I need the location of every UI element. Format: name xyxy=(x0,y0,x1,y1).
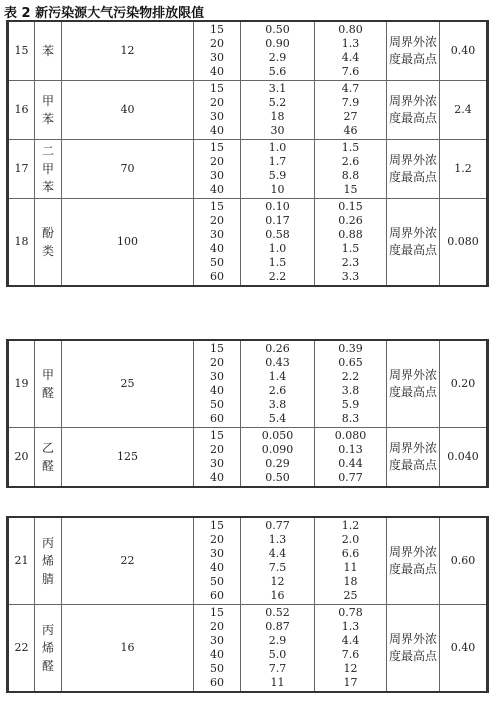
cell-line: 0.17 xyxy=(265,214,290,227)
cell-line: 0.39 xyxy=(338,342,363,355)
cell-line: 二 xyxy=(41,144,54,158)
cell-line: 60 xyxy=(210,589,224,602)
table-block xyxy=(6,516,486,693)
table-block xyxy=(6,20,486,287)
cell-line: 8.8 xyxy=(341,169,360,182)
cell-line: 20 xyxy=(210,37,224,50)
cell-line: 15 xyxy=(210,429,224,442)
cell-line: 60 xyxy=(210,676,224,689)
rate-class-3 xyxy=(315,81,387,140)
cell-line: 7.6 xyxy=(341,648,360,661)
pollutant-name xyxy=(35,140,62,199)
cell-line: 度最高点 xyxy=(388,562,437,576)
cell-line: 27 xyxy=(343,110,358,123)
cell-line: 30 xyxy=(210,228,224,241)
stack-heights xyxy=(194,199,241,287)
emission-table xyxy=(6,339,489,488)
cell-line: 度最高点 xyxy=(388,649,437,663)
cell-line: 30 xyxy=(210,51,224,64)
rate-class-2 xyxy=(241,517,315,605)
cell-line: 4.4 xyxy=(341,51,360,64)
cell-line: 度最高点 xyxy=(388,111,437,125)
cell-line: 度最高点 xyxy=(388,170,437,184)
cell-line: 15 xyxy=(210,342,224,355)
cell-line: 15 xyxy=(210,141,224,154)
emission-table xyxy=(6,20,489,287)
max-concentration: 22 xyxy=(62,517,194,605)
pollutant-name xyxy=(35,605,62,693)
cell-line: 12 xyxy=(343,662,358,675)
table-row xyxy=(8,199,488,287)
cell-line: 50 xyxy=(210,662,224,675)
cell-line: 4.4 xyxy=(341,634,360,647)
monitoring-point xyxy=(387,340,440,428)
cell-line: 0.13 xyxy=(338,443,363,456)
concentration-limit: 0.40 xyxy=(440,605,488,693)
cell-line: 2.9 xyxy=(268,51,287,64)
cell-line: 5.4 xyxy=(268,412,287,425)
stack-heights xyxy=(194,81,241,140)
cell-line: 0.10 xyxy=(265,200,290,213)
cell-line: 5.0 xyxy=(268,648,287,661)
pollutant-name xyxy=(35,517,62,605)
cell-line: 18 xyxy=(343,575,358,588)
cell-line: 周界外浓 xyxy=(388,368,437,382)
cell-line: 苯 xyxy=(41,44,54,58)
table-row xyxy=(8,140,488,199)
cell-line: 周界外浓 xyxy=(388,94,437,108)
table-row xyxy=(8,517,488,605)
cell-line: 0.29 xyxy=(265,457,290,470)
stack-heights xyxy=(194,517,241,605)
cell-line: 3.3 xyxy=(341,270,360,283)
cell-line: 20 xyxy=(210,533,224,546)
cell-line: 3.8 xyxy=(341,384,360,397)
concentration-limit: 0.60 xyxy=(440,517,488,605)
cell-line: 40 xyxy=(210,561,224,574)
cell-line: 12 xyxy=(270,575,285,588)
cell-line: 度最高点 xyxy=(388,458,437,472)
row-number: 17 xyxy=(8,140,35,199)
cell-line: 15 xyxy=(210,82,224,95)
cell-line: 0.80 xyxy=(338,23,363,36)
cell-line: 7.9 xyxy=(341,96,360,109)
cell-line: 7.5 xyxy=(268,561,287,574)
cell-line: 度最高点 xyxy=(388,385,437,399)
monitoring-point xyxy=(387,605,440,693)
rate-class-2 xyxy=(241,81,315,140)
cell-line: 2.6 xyxy=(268,384,287,397)
cell-line: 0.65 xyxy=(338,356,363,369)
rate-class-2 xyxy=(241,140,315,199)
concentration-limit: 0.080 xyxy=(440,199,488,287)
rate-class-2 xyxy=(241,199,315,287)
cell-line: 0.43 xyxy=(265,356,290,369)
cell-line: 苯 xyxy=(41,180,54,194)
cell-line: 7.7 xyxy=(268,662,287,675)
row-number: 15 xyxy=(8,21,35,81)
cell-line: 40 xyxy=(210,648,224,661)
cell-line: 1.5 xyxy=(341,141,360,154)
row-number: 21 xyxy=(8,517,35,605)
stack-heights xyxy=(194,340,241,428)
cell-line: 30 xyxy=(210,110,224,123)
monitoring-point xyxy=(387,199,440,287)
cell-line: 2.6 xyxy=(341,155,360,168)
rate-class-3 xyxy=(315,140,387,199)
cell-line: 周界外浓 xyxy=(388,545,437,559)
cell-line: 0.50 xyxy=(265,471,290,484)
cell-line: 0.050 xyxy=(261,429,294,442)
cell-line: 1.5 xyxy=(341,242,360,255)
cell-line: 40 xyxy=(210,183,224,196)
cell-line: 17 xyxy=(343,676,358,689)
cell-line: 30 xyxy=(210,634,224,647)
cell-line: 50 xyxy=(210,398,224,411)
cell-line: 0.080 xyxy=(334,429,367,442)
cell-line: 10 xyxy=(270,183,285,196)
rate-class-2 xyxy=(241,428,315,488)
row-number: 19 xyxy=(8,340,35,428)
cell-line: 乙 xyxy=(41,441,54,455)
cell-line: 周界外浓 xyxy=(388,226,437,240)
cell-line: 甲 xyxy=(41,162,54,176)
monitoring-point xyxy=(387,428,440,488)
row-number: 22 xyxy=(8,605,35,693)
cell-line: 度最高点 xyxy=(388,52,437,66)
cell-line: 0.77 xyxy=(265,519,290,532)
rate-class-2 xyxy=(241,605,315,693)
cell-line: 类 xyxy=(41,244,54,258)
table-row xyxy=(8,428,488,488)
pollutant-name xyxy=(35,199,62,287)
table-title: 表 2 新污染源大气污染物排放限值 xyxy=(4,6,205,21)
cell-line: 40 xyxy=(210,124,224,137)
cell-line: 1.3 xyxy=(341,620,360,633)
cell-line: 30 xyxy=(210,169,224,182)
cell-line: 1.2 xyxy=(341,519,360,532)
cell-line: 20 xyxy=(210,155,224,168)
cell-line: 2.3 xyxy=(341,256,360,269)
cell-line: 4.7 xyxy=(341,82,360,95)
rate-class-3 xyxy=(315,199,387,287)
cell-line: 0.44 xyxy=(338,457,363,470)
cell-line: 周界外浓 xyxy=(388,35,437,49)
cell-line: 甲 xyxy=(41,368,54,382)
concentration-limit: 0.040 xyxy=(440,428,488,488)
cell-line: 5.2 xyxy=(268,96,287,109)
table-row xyxy=(8,21,488,81)
cell-line: 0.52 xyxy=(265,606,290,619)
cell-line: 醛 xyxy=(41,459,54,473)
rate-class-3 xyxy=(315,428,387,488)
cell-line: 烯 xyxy=(41,554,54,568)
cell-line: 3.8 xyxy=(268,398,287,411)
cell-line: 0.15 xyxy=(338,200,363,213)
pollutant-name xyxy=(35,21,62,81)
cell-line: 7.6 xyxy=(341,65,360,78)
cell-line: 1.0 xyxy=(268,242,287,255)
pollutant-name xyxy=(35,340,62,428)
cell-line: 1.5 xyxy=(268,256,287,269)
cell-line: 46 xyxy=(343,124,358,137)
cell-line: 8.3 xyxy=(341,412,360,425)
table-row xyxy=(8,605,488,693)
cell-line: 2.2 xyxy=(268,270,287,283)
cell-line: 0.58 xyxy=(265,228,290,241)
cell-line: 醛 xyxy=(41,386,54,400)
rate-class-3 xyxy=(315,605,387,693)
cell-line: 11 xyxy=(270,676,285,689)
max-concentration: 40 xyxy=(62,81,194,140)
cell-line: 0.78 xyxy=(338,606,363,619)
cell-line: 丙 xyxy=(41,623,54,637)
row-number: 18 xyxy=(8,199,35,287)
cell-line: 烯 xyxy=(41,641,54,655)
cell-line: 50 xyxy=(210,575,224,588)
cell-line: 30 xyxy=(210,370,224,383)
cell-line: 40 xyxy=(210,242,224,255)
table-row xyxy=(8,81,488,140)
row-number: 16 xyxy=(8,81,35,140)
cell-line: 2.2 xyxy=(341,370,360,383)
cell-line: 苯 xyxy=(41,112,54,126)
cell-line: 30 xyxy=(210,547,224,560)
pollutant-name xyxy=(35,81,62,140)
rate-class-2 xyxy=(241,340,315,428)
cell-line: 1.3 xyxy=(268,533,287,546)
max-concentration: 70 xyxy=(62,140,194,199)
stack-heights xyxy=(194,140,241,199)
pollutant-name xyxy=(35,428,62,488)
max-concentration: 25 xyxy=(62,340,194,428)
cell-line: 度最高点 xyxy=(388,243,437,257)
cell-line: 1.0 xyxy=(268,141,287,154)
max-concentration: 125 xyxy=(62,428,194,488)
monitoring-point xyxy=(387,81,440,140)
cell-line: 甲 xyxy=(41,94,54,108)
cell-line: 60 xyxy=(210,270,224,283)
cell-line: 25 xyxy=(343,589,358,602)
table-row xyxy=(8,340,488,428)
cell-line: 15 xyxy=(343,183,358,196)
concentration-limit: 0.40 xyxy=(440,21,488,81)
cell-line: 醛 xyxy=(41,659,54,673)
max-concentration: 12 xyxy=(62,21,194,81)
cell-line: 15 xyxy=(210,606,224,619)
concentration-limit: 2.4 xyxy=(440,81,488,140)
stack-heights xyxy=(194,428,241,488)
cell-line: 1.3 xyxy=(341,37,360,50)
cell-line: 5.6 xyxy=(268,65,287,78)
concentration-limit: 0.20 xyxy=(440,340,488,428)
cell-line: 20 xyxy=(210,214,224,227)
cell-line: 0.90 xyxy=(265,37,290,50)
stack-heights xyxy=(194,21,241,81)
concentration-limit: 1.2 xyxy=(440,140,488,199)
cell-line: 30 xyxy=(210,457,224,470)
cell-line: 11 xyxy=(343,561,358,574)
rate-class-3 xyxy=(315,340,387,428)
cell-line: 0.88 xyxy=(338,228,363,241)
cell-line: 2.0 xyxy=(341,533,360,546)
cell-line: 0.50 xyxy=(265,23,290,36)
cell-line: 40 xyxy=(210,471,224,484)
cell-line: 1.4 xyxy=(268,370,287,383)
cell-line: 16 xyxy=(270,589,285,602)
monitoring-point xyxy=(387,21,440,81)
monitoring-point xyxy=(387,140,440,199)
rate-class-3 xyxy=(315,517,387,605)
emission-table xyxy=(6,516,489,693)
cell-line: 20 xyxy=(210,96,224,109)
stack-heights xyxy=(194,605,241,693)
cell-line: 30 xyxy=(270,124,285,137)
cell-line: 0.090 xyxy=(261,443,294,456)
cell-line: 酚 xyxy=(41,226,54,240)
cell-line: 4.4 xyxy=(268,547,287,560)
cell-line: 1.7 xyxy=(268,155,287,168)
cell-line: 15 xyxy=(210,23,224,36)
cell-line: 60 xyxy=(210,412,224,425)
cell-line: 0.26 xyxy=(338,214,363,227)
cell-line: 0.26 xyxy=(265,342,290,355)
cell-line: 5.9 xyxy=(341,398,360,411)
cell-line: 腈 xyxy=(41,572,54,586)
max-concentration: 100 xyxy=(62,199,194,287)
rate-class-2 xyxy=(241,21,315,81)
cell-line: 40 xyxy=(210,65,224,78)
rate-class-3 xyxy=(315,21,387,81)
row-number: 20 xyxy=(8,428,35,488)
cell-line: 2.9 xyxy=(268,634,287,647)
cell-line: 6.6 xyxy=(341,547,360,560)
cell-line: 周界外浓 xyxy=(388,153,437,167)
cell-line: 15 xyxy=(210,200,224,213)
cell-line: 18 xyxy=(270,110,285,123)
cell-line: 5.9 xyxy=(268,169,287,182)
cell-line: 3.1 xyxy=(268,82,287,95)
cell-line: 周界外浓 xyxy=(388,441,437,455)
cell-line: 20 xyxy=(210,620,224,633)
cell-line: 0.87 xyxy=(265,620,290,633)
cell-line: 40 xyxy=(210,384,224,397)
cell-line: 20 xyxy=(210,443,224,456)
max-concentration: 16 xyxy=(62,605,194,693)
cell-line: 丙 xyxy=(41,536,54,550)
cell-line: 15 xyxy=(210,519,224,532)
cell-line: 周界外浓 xyxy=(388,632,437,646)
cell-line: 20 xyxy=(210,356,224,369)
monitoring-point xyxy=(387,517,440,605)
cell-line: 0.77 xyxy=(338,471,363,484)
cell-line: 50 xyxy=(210,256,224,269)
table-block xyxy=(6,339,486,488)
